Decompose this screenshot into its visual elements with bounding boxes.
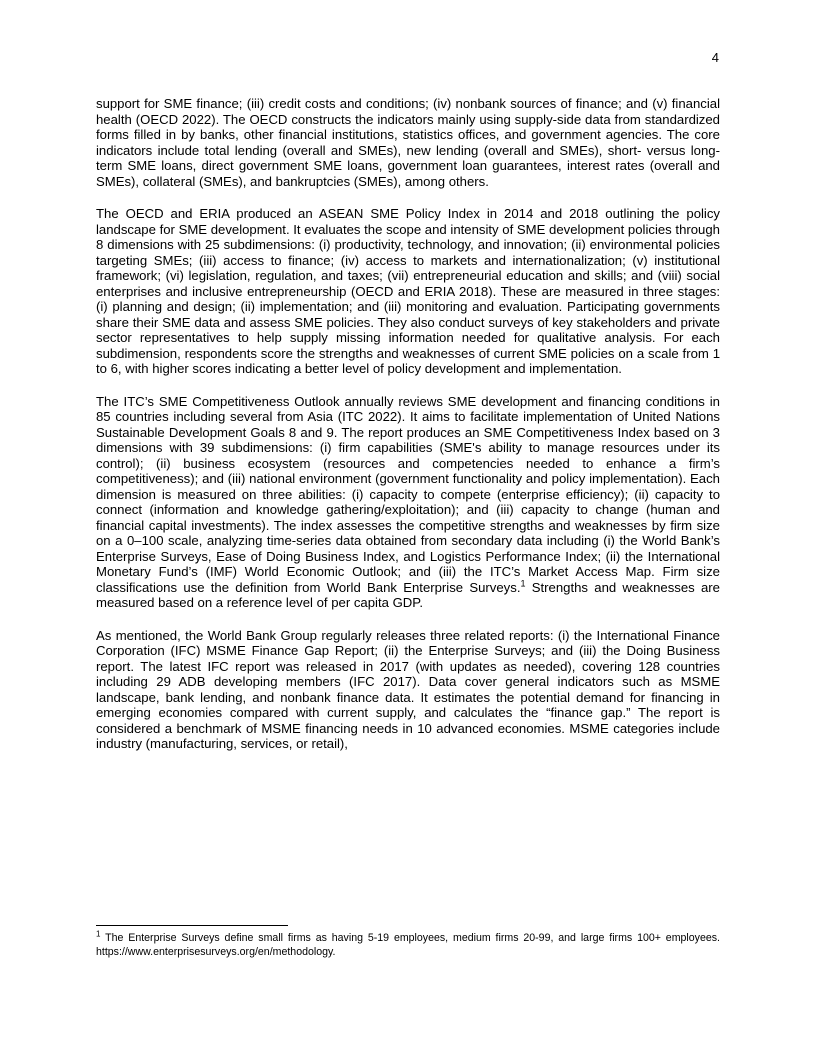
paragraph-world-bank-reports: As mentioned, the World Bank Group regularly releases three related reports: (i) the International Finance Corporation (IFC) MSME Finance Gap Report; (ii) the Enterprise Surveys; and (iii) the Doing Business report. The latest IFC report was released in 2017 (with updates as needed), covering 128 countries including 29 ADB developing members (IFC 2017). Data cover general indicators such as MSME landscape, bank lending, and nonbank finance data. It estimates the potential demand for financing in emerging economies compared with current supply, and calculates the “finance gap.” The report is considered a benchmark of MSME financing needs in 10 advanced economies. MSME categories include industry (manufacturing, services, or retail), <box>96 627 720 751</box>
footnote-text: The Enterprise Surveys define small firms as having 5-19 employees, medium firms 20-99, and large firms 100+ employees. https://www.enterprisesurveys.org/en/methodology. <box>96 932 720 958</box>
paragraph-oecd-scoreboard: support for SME finance; (iii) credit costs and conditions; (iv) nonbank sources of finance; and (v) financial health (OECD 2022). The OECD constructs the indicators mainly using supply-side data from standardized forms filled in by banks, other financial institutions, statistics offices, and government agencies. The core indicators include total lending (overall and SMEs), new lending (overall and SMEs), short- versus long-term SME loans, direct government SME loans, government loan guarantees, interest rates (overall and SMEs), collateral (SMEs), and bankruptcies (SMEs), among others. <box>96 96 720 189</box>
page-number: 4 <box>711 50 719 65</box>
body-text <box>96 96 720 769</box>
paragraph-text: Strengths and weaknesses are measured based on a reference level of per capita GDP. <box>96 579 720 610</box>
footnote-divider <box>96 925 288 926</box>
paragraph-itc-sme-competitiveness <box>96 394 720 611</box>
footnote-reference[interactable]: 1 <box>520 578 526 589</box>
footnote-marker: 1 <box>96 929 101 939</box>
paragraph-asean-sme-policy-index: The OECD and ERIA produced an ASEAN SME Policy Index in 2014 and 2018 outlining the policy landscape for SME development. It evaluates the scope and intensity of SME development policies through 8 dimensions with 25 subdimensions: (i) productivity, technology, and innovation; (ii) environmental policies targeting SMEs; (iii) access to finance; (iv) access to markets and internationalization; (v) institutional framework; (vi) legislation, regulation, and taxes; (vii) entrepreneurial education and skills; and (viii) social enterprises and inclusive entrepreneurship (OECD and ERIA 2018). These are measured in three stages: (i) planning and design; (ii) implementation; and (iii) monitoring and evaluation. Participating governments share their SME data and assess SME policies. They also conduct surveys of key stakeholders and private sector representatives to help supply missing information needed for qualitative analysis. For each subdimension, respondents score the strengths and weaknesses of current SME policies on a scale from 1 to 6, with higher scores indicating a better level of policy development and implementation. <box>96 206 720 376</box>
footnote <box>96 929 720 959</box>
paragraph-text: The ITC’s SME Competitiveness Outlook annually reviews SME development and financing conditions in 85 countries including several from Asia (ITC 2022). It aims to facilitate implementation of United Nations Sustainable Development Goals 8 and 9. The report produces an SME Competitiveness Index based on 3 dimensions with 39 subdimensions: (i) firm capabilities (SME's ability to manage resources under its control); (ii) business ecosystem (resources and competencies needed to enhance a firm’s competitiveness); and (iii) national environment (government functionality and policy implementation). Each dimension is measured on three abilities: (i) capacity to compete (enterprise efficiency); (ii) capacity to connect (information and knowledge gathering/exploitation); and (iii) capacity to change (human and financial capital investments). The index assesses the competitive strengths and weaknesses by firm size on a 0–100 scale, analyzing time-series data obtained from secondary data including (i) the World Bank’s Enterprise Surveys, Ease of Doing Business Index, and Logistics Performance Index; (ii) the International Monetary Fund’s (IMF) World Economic Outlook; and (iii) the ITC’s Market Access Map. Firm size classifications use the definition from World Bank Enterprise Surveys. <box>96 393 720 595</box>
